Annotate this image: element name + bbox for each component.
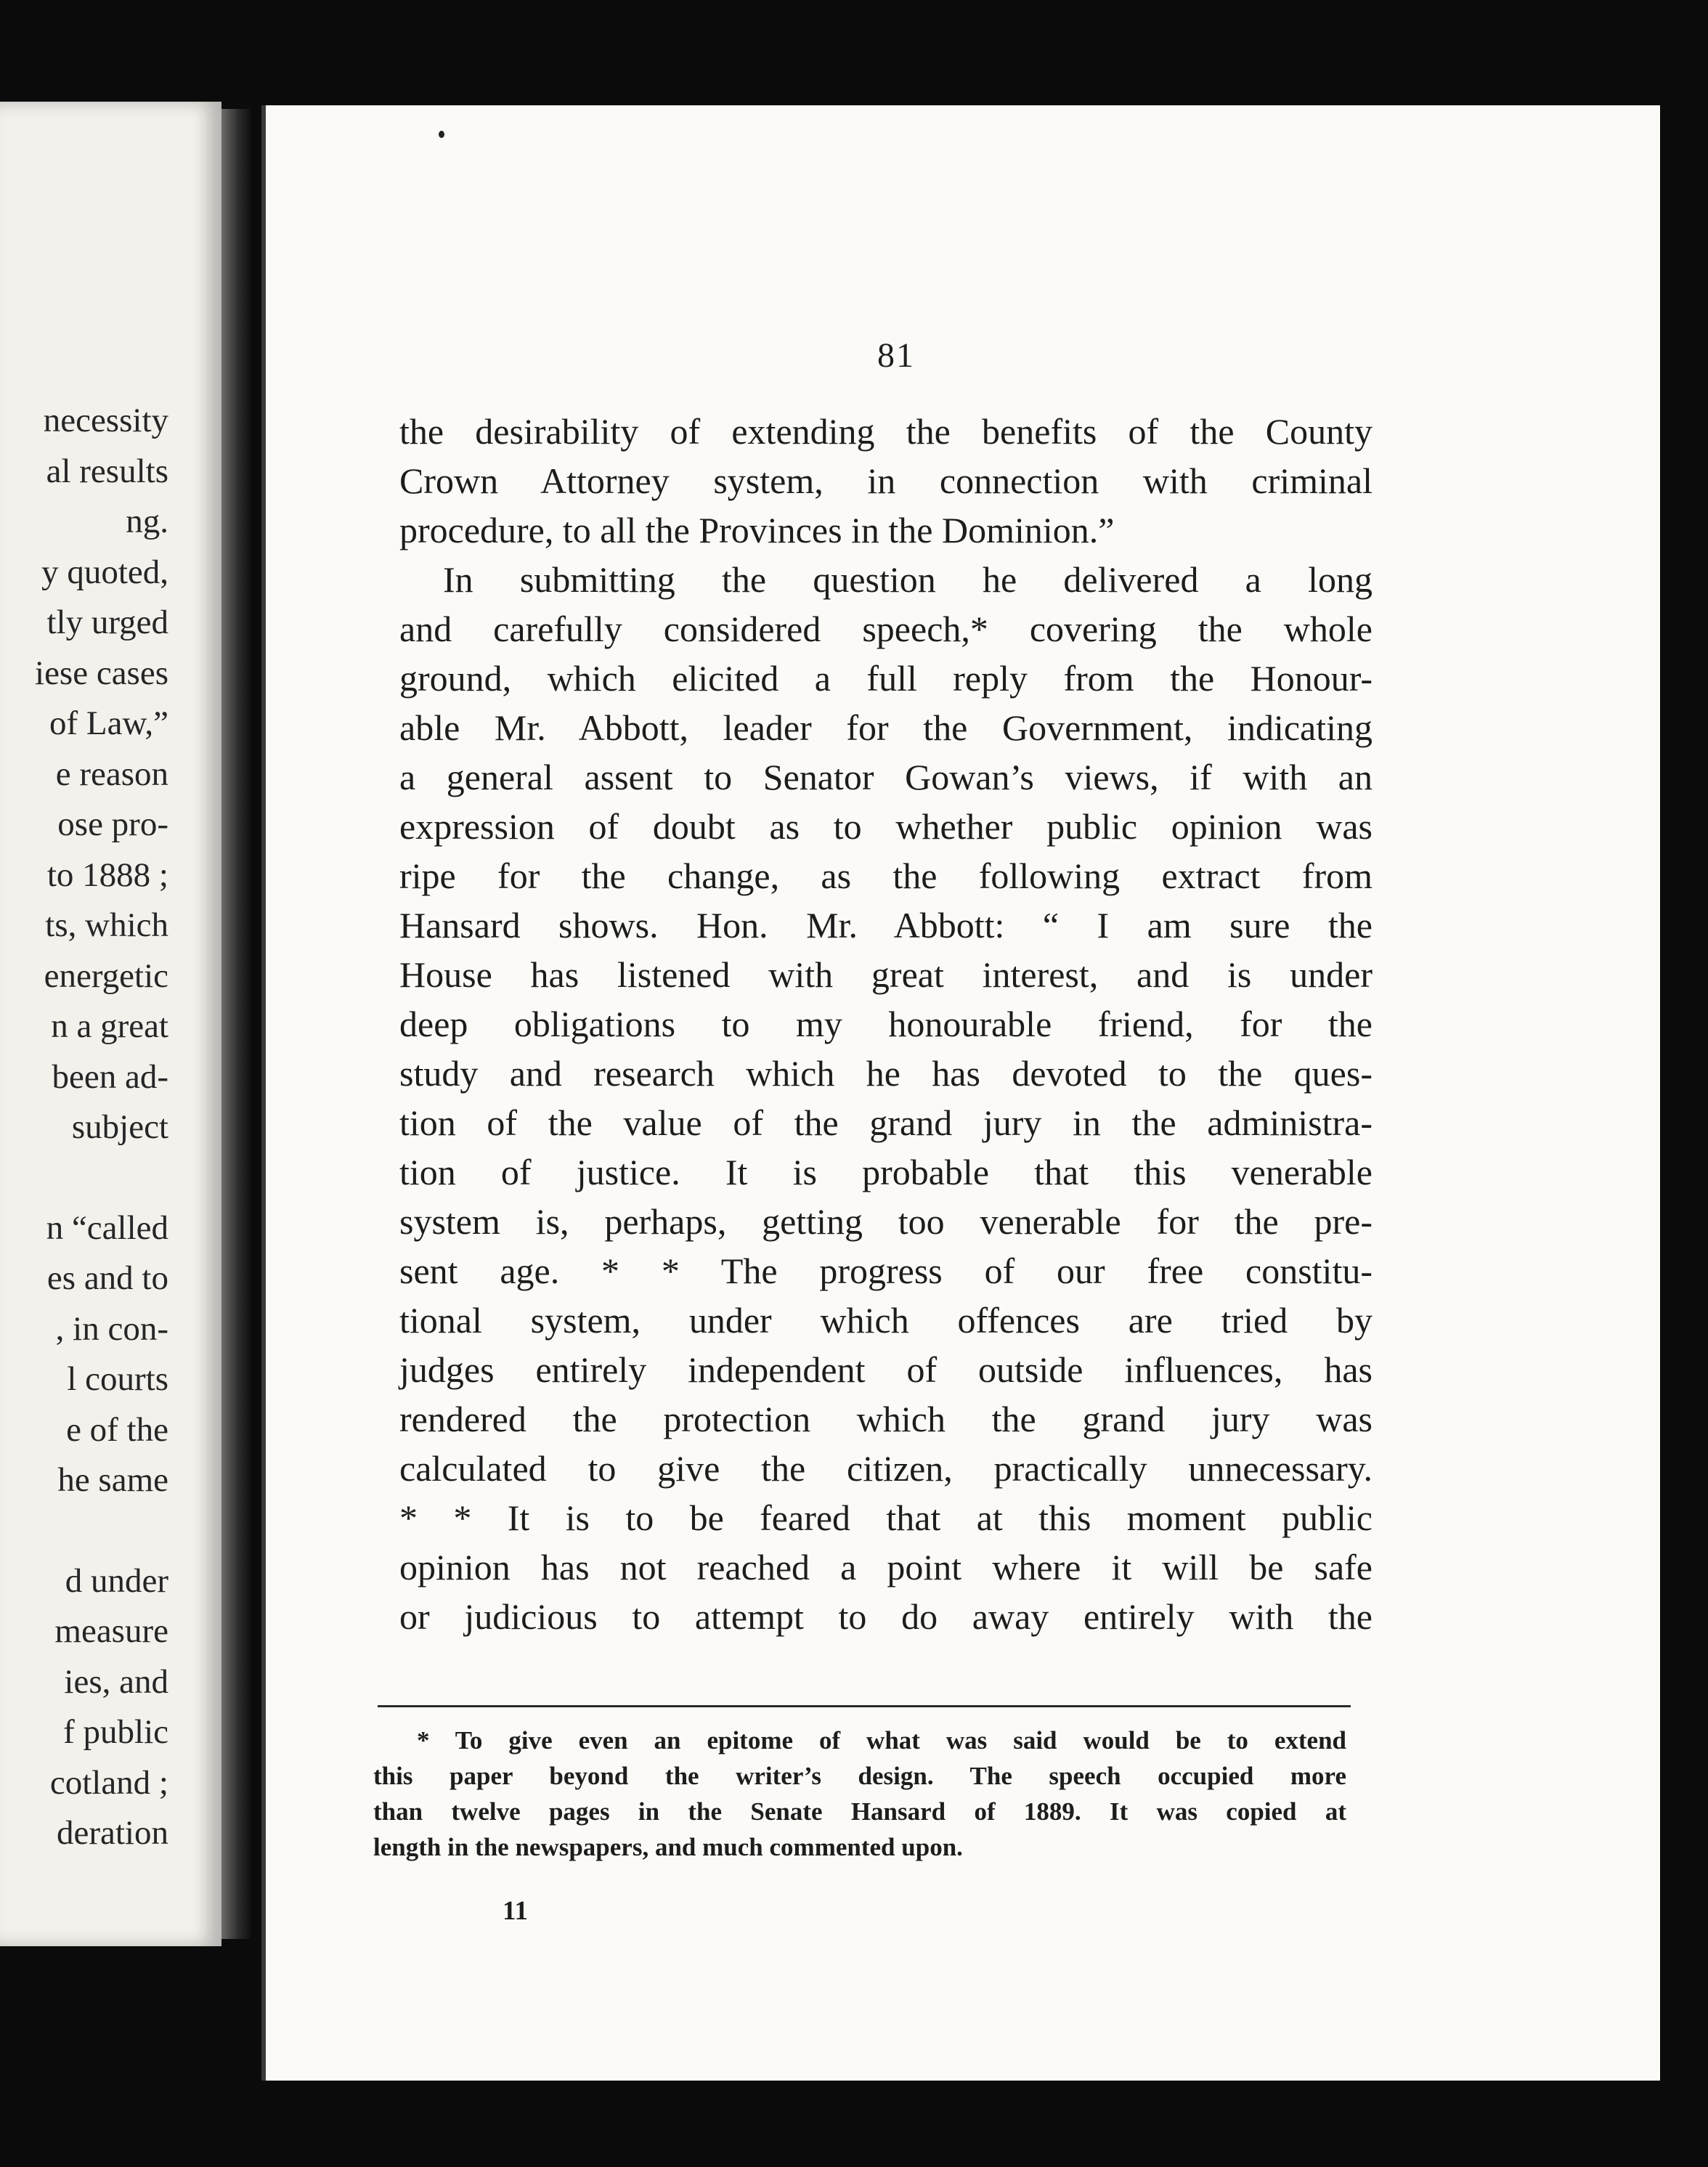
footnote-line: * To give even an epitome of what was said would be to extend [417,1726,1346,1755]
body-line: sent age. * * The progress of our free constitu- [399,1251,1372,1291]
left-line: subject [71,1108,168,1146]
body-line: tion of justice. It is probable that this venerable [399,1152,1372,1192]
body-line: system is, perhaps, getting too venerable for the pre- [399,1201,1372,1242]
body-line: procedure, to all the Provinces in the Dominion.” [399,510,1115,550]
footnote-line: this paper beyond the writer’s design. The speech occupied more [373,1762,1346,1790]
body-line: judges entirely independent of outside influences, has [399,1349,1372,1390]
body-line: tion of the value of the grand jury in the administra- [399,1102,1372,1143]
body-line: ground, which elicited a full reply from the Honour- [399,658,1372,699]
signature-mark: 11 [503,1896,528,1926]
left-line: d under [65,1561,168,1600]
page-number: 81 [877,336,915,375]
left-line: al results [46,452,168,490]
ink-speck [439,131,444,138]
body-line: or judicious to attempt to do away entirely with the [399,1596,1372,1637]
left-line: energetic [44,956,168,995]
left-line: he same [57,1461,168,1499]
body-line: In submitting the question he delivered a long [443,559,1372,600]
left-line: ies, and [64,1662,168,1701]
left-line: , in con- [55,1309,168,1348]
left-line: n “called [46,1208,168,1247]
body-line: rendered the protection which the grand jury was [399,1399,1372,1439]
body-line: expression of doubt as to whether public opinion was [399,806,1372,847]
left-line: y quoted, [41,553,168,591]
body-line: ripe for the change, as the following extract from [399,855,1372,896]
left-line: iese cases [35,654,168,692]
body-line: able Mr. Abbott, leader for the Government, indicating [399,707,1372,748]
left-page-text [0,396,168,1859]
left-line: tly urged [46,603,168,641]
left-line: es and to [46,1259,168,1297]
body-line: opinion has not reached a point where it will be safe [399,1547,1372,1587]
left-line: necessity [43,402,168,439]
body-line: * * It is to be feared that at this moment public [399,1497,1372,1538]
left-line: ts, which [45,906,168,944]
left-line: e reason [55,755,168,793]
body-text [399,407,1372,1641]
left-line: ose pro- [57,805,168,843]
footnote [373,1723,1346,1865]
left-line: f public [63,1713,168,1751]
book-gutter [221,109,251,1939]
body-line: study and research which he has devoted to the ques- [399,1053,1372,1094]
left-line: e of the [66,1410,168,1449]
footnote-line: than twelve pages in the Senate Hansard of 1889. It was copied at [373,1797,1346,1826]
left-line: cotland ; [49,1763,168,1802]
body-line: a general assent to Senator Gowan’s views, if with an [399,757,1372,797]
left-line: of Law,” [49,704,168,742]
left-line: been ad- [52,1057,168,1096]
body-line: House has listened with great interest, and is under [399,954,1372,995]
footnote-line: length in the newspapers, and much commented upon. [373,1833,963,1861]
body-line: tional system, under which offences are tried by [399,1300,1372,1341]
body-line: calculated to give the citizen, practically unnecessary. [399,1448,1372,1489]
body-line: and carefully considered speech,* covering the whole [399,609,1372,649]
body-line: Hansard shows. Hon. Mr. Abbott: “ I am sure the [399,905,1372,946]
left-line: l courts [67,1360,168,1398]
left-line: ng. [126,503,168,540]
left-line: to 1888 ; [46,855,168,894]
left-line: deration [57,1814,168,1852]
left-line: n a great [51,1007,168,1045]
body-line: Crown Attorney system, in connection with criminal [399,460,1372,501]
left-page [0,102,221,1946]
footnote-rule [378,1705,1351,1707]
body-line: deep obligations to my honourable friend, for the [399,1004,1372,1044]
body-line: the desirability of extending the benefits of the County [399,411,1372,452]
left-line: measure [54,1612,168,1650]
